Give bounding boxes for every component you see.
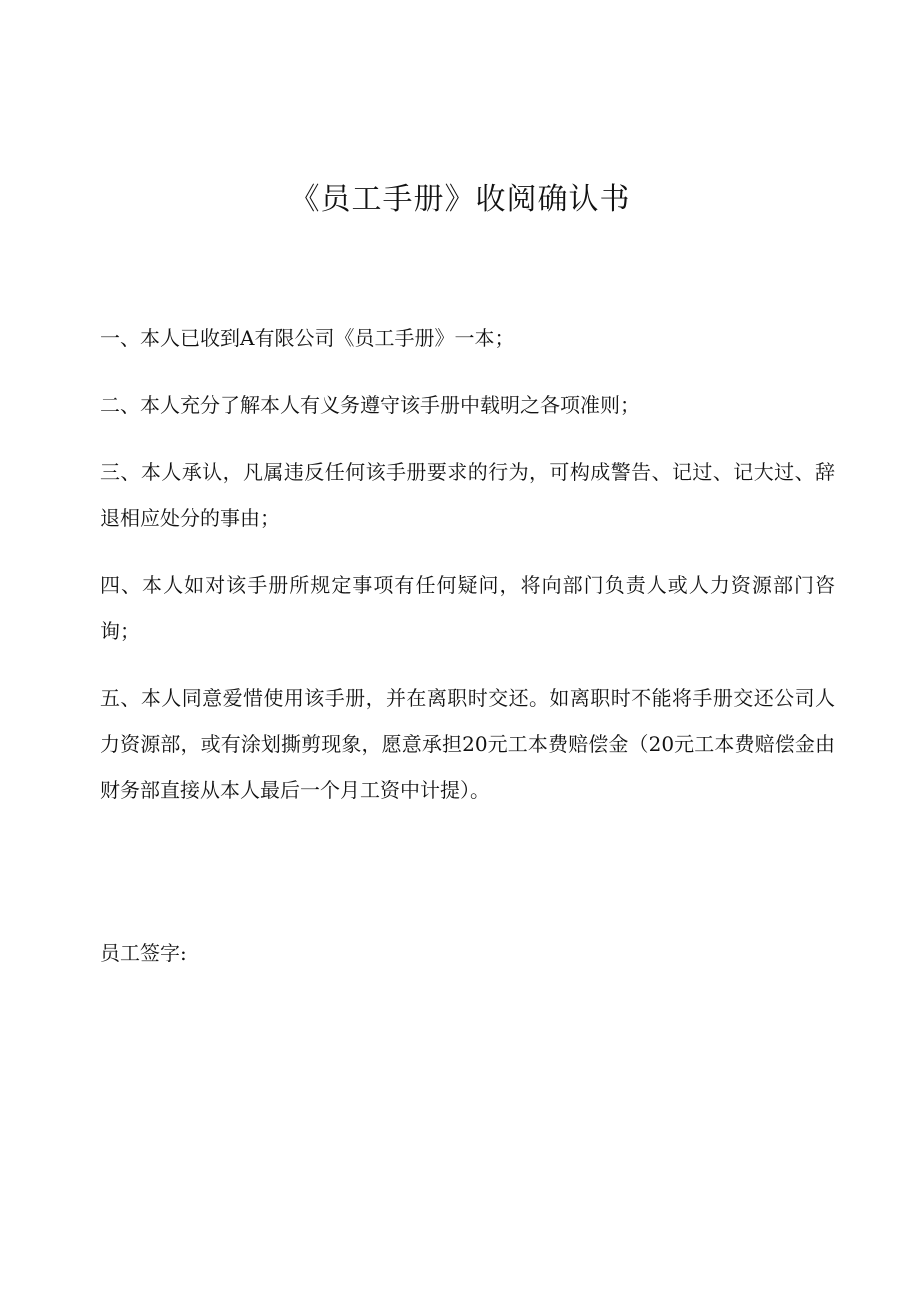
document-title: 《员工手册》收阅确认书 (289, 182, 631, 217)
clause-2: 二、本人充分了解本人有义务遵守该手册中载明之各项准则； (100, 393, 640, 417)
clause-1: 一、本人已收到A有限公司《员工手册》一本； (100, 326, 515, 350)
clause-3: 三、本人承认，凡属违反任何该手册要求的行为，可构成警告、记过、记大过、辞退相应处分的事由； (100, 460, 835, 530)
clause-4: 四、本人如对该手册所规定事项有任何疑问，将向部门负责人或人力资源部门咨询； (100, 573, 835, 643)
clause-list (100, 315, 835, 834)
clause-5: 五、本人同意爱惜使用该手册，并在离职时交还。如离职时不能将手册交还公司人力资源部，或有涂划撕剪现象，愿意承担20元工本费赔偿金（20元工本费赔偿金由财务部直接从本人最后一个月工资中计提）。 (100, 686, 835, 802)
signature-label: 员工签字: (100, 941, 187, 965)
